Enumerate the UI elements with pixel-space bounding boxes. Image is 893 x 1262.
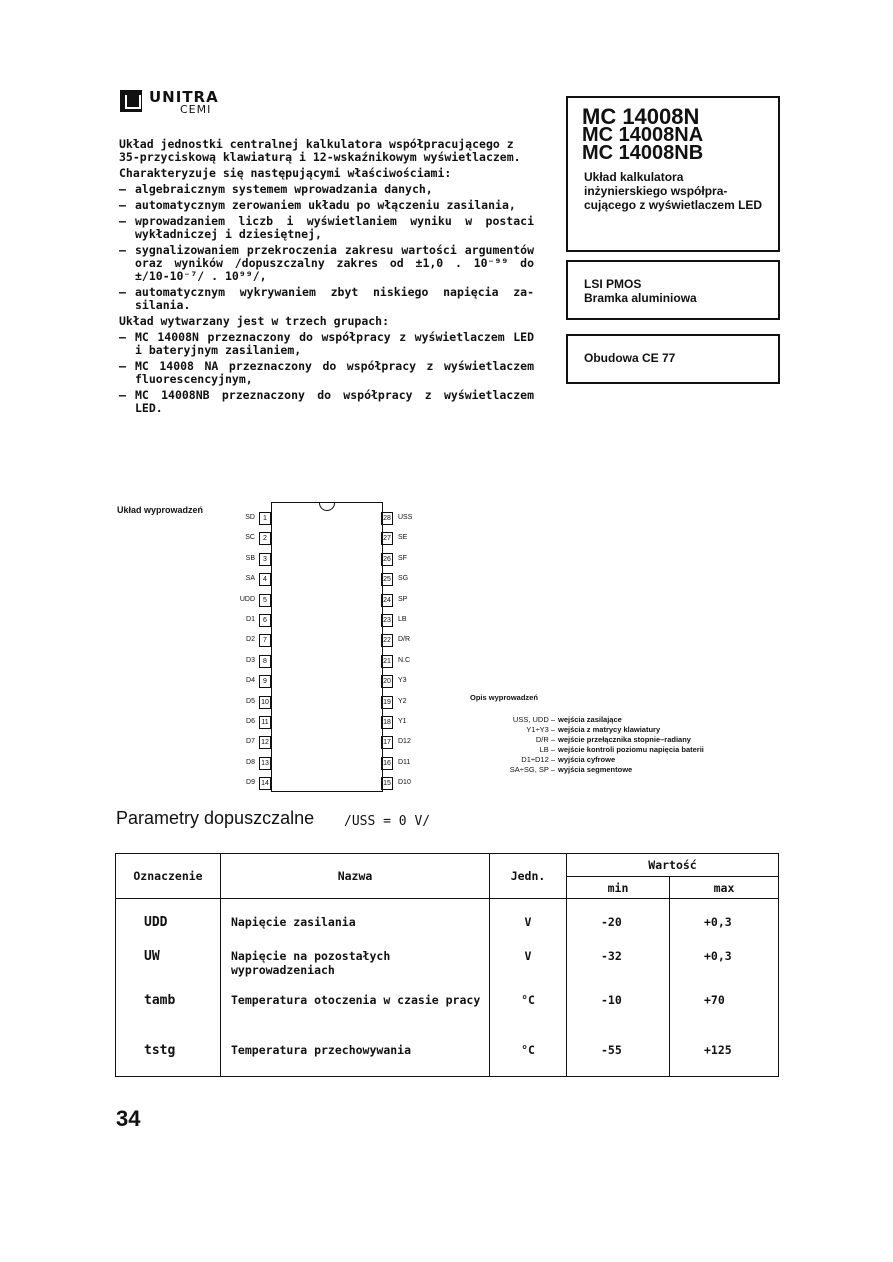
pin-label: D3 (246, 657, 255, 664)
pin-number: 23 (381, 614, 393, 627)
param-symbol: tamb (144, 993, 176, 1008)
param-name: Napięcie zasilania (231, 915, 356, 929)
param-max: +125 (704, 1043, 732, 1057)
pin-number: 2 (259, 532, 271, 545)
pin-desc-key: SA÷SG, SP – (509, 765, 555, 774)
pin-label: Y3 (398, 677, 407, 684)
param-unit: V (524, 915, 532, 929)
feature-item: – algebraicznym systemem wprowadzania danych, (119, 183, 534, 196)
params-condition: /USS = 0 V/ (344, 814, 431, 829)
feature-item: – sygnalizowaniem przekroczenia zakresu wartości argumentów oraz wyników /dopuszczalny zakres od ±1,0 . 10⁻⁹⁹ do ±/10-10⁻⁷/ . 10⁹⁹/, (119, 244, 534, 283)
param-symbol: UDD (144, 915, 168, 930)
feature-item: – automatycznym zerowaniem układu po włączeniu zasilania, (119, 199, 534, 212)
group-item: – MC 14008 NA przeznaczony do współpracy z wyświetlaczem fluorescencyjnym, (119, 360, 534, 386)
model-name: MC 14008NA (582, 124, 704, 146)
pin-label: SC (245, 534, 255, 541)
pin-number: 14 (259, 777, 271, 790)
unitra-logo-icon (120, 90, 142, 112)
page-number: 34 (116, 1106, 141, 1131)
param-unit: °C (521, 993, 535, 1007)
param-max: +0,3 (704, 949, 732, 963)
pin-number: 21 (381, 655, 393, 668)
pin-desc-key: LB – (539, 745, 555, 754)
param-symbol: tstg (144, 1043, 176, 1058)
tech-line: LSI PMOS (584, 277, 642, 291)
pin-label: USS (398, 514, 413, 521)
case-box (566, 334, 780, 384)
pin-number: 22 (381, 634, 393, 647)
pin-label: D11 (398, 759, 411, 766)
param-unit: V (524, 949, 532, 963)
pin-desc-key: USS, UDD – (512, 715, 555, 724)
pin-number: 4 (259, 573, 271, 586)
header-value: Wartość (567, 854, 779, 877)
pin-desc-value: wejścia zasilające (558, 715, 622, 724)
pin-label: D8 (246, 759, 255, 766)
param-min: -55 (601, 1043, 622, 1057)
pin-desc-value: wejście kontroli poziomu napięcia baterii (558, 745, 704, 754)
pin-label: Y2 (398, 698, 407, 705)
pin-number: 9 (259, 675, 271, 688)
intro-p2: Charakteryzuje się następującymi właściwościami: (119, 166, 452, 180)
pin-label: LB (398, 616, 407, 623)
param-unit: °C (521, 1043, 535, 1057)
feature-item: – automatycznym wykrywaniem zbyt niskiego napięcia zasilania. (119, 286, 534, 312)
group-list (119, 331, 534, 415)
pin-number: 8 (259, 655, 271, 668)
param-name: Napięcie na pozostałych wyprowadzeniach (231, 949, 391, 977)
header-unit: Jedn. (490, 854, 567, 899)
param-min: -10 (601, 993, 622, 1007)
feature-item: – wprowadzaniem liczb i wyświetlaniem wyniku w postaci wykładniczej i dziesiętnej, (119, 215, 534, 241)
pin-label: SD (245, 514, 255, 521)
pin-number: 6 (259, 614, 271, 627)
pin-label: SA (245, 575, 255, 582)
model-box (566, 96, 780, 252)
pin-number: 13 (259, 757, 271, 770)
param-name: Temperatura przechowywania (231, 1043, 412, 1057)
header-name: Nazwa (221, 854, 490, 899)
tech-line: Bramka aluminiowa (584, 291, 697, 305)
param-max: +0,3 (704, 915, 732, 929)
model-name: MC 14008NB (582, 142, 704, 164)
header-max: max (670, 877, 779, 899)
pin-number: 19 (381, 696, 393, 709)
pin-number: 16 (381, 757, 393, 770)
logo-brand: UNITRA (149, 88, 219, 106)
pin-number: 18 (381, 716, 393, 729)
pin-label: SF (398, 555, 407, 562)
pin-description (470, 693, 704, 775)
logo-sub: CEMI (180, 103, 212, 116)
ic-package (271, 502, 383, 792)
pin-number: 7 (259, 634, 271, 647)
pin-number: 20 (381, 675, 393, 688)
pin-number: 11 (259, 716, 271, 729)
pin-label: D9 (246, 779, 255, 786)
pin-label: D/R (398, 636, 411, 643)
case-text: Obudowa CE 77 (584, 351, 676, 365)
pin-desc-value: wejścia z matrycy klawiatury (558, 725, 661, 734)
pin-label: SE (398, 534, 408, 541)
pin-number: 15 (381, 777, 393, 790)
pin-label: D5 (246, 698, 255, 705)
model-desc: Układ kalkulatora inżynierskiego współpracującego z wyświetlaczem LED (584, 170, 763, 212)
header-symbol: Oznaczenie (116, 854, 221, 899)
pin-desc-value: wyjścia segmentowe (558, 765, 633, 774)
intro-p1: Układ jednostki centralnej kalkulatora współpracującego z 35-przyciskową klawiaturą i 12-wskaźnikowym wyświetlaczem. (119, 137, 521, 164)
pin-number: 1 (259, 512, 271, 525)
pin-label: SG (398, 575, 409, 582)
intro-p3: Układ wytwarzany jest w trzech grupach: (119, 314, 390, 328)
feature-list (119, 183, 534, 312)
pin-desc-key: D1÷D12 – (521, 755, 555, 764)
pinout-title: Układ wyprowadzeń (117, 505, 204, 515)
unitra-logo (120, 88, 320, 118)
group-item: – MC 14008NB przeznaczony do współpracy z wyświetlaczem LED. (119, 389, 534, 415)
pin-label: SP (398, 596, 408, 603)
param-symbol: UW (144, 949, 160, 964)
param-min: -20 (601, 915, 622, 929)
pin-number: 24 (381, 594, 393, 607)
pin-desc-value: wejście przełącznika stopnie–radiany (558, 735, 691, 744)
pin-label: D1 (246, 616, 255, 623)
pin-number: 25 (381, 573, 393, 586)
params-title: Parametry dopuszczalne (116, 808, 315, 828)
param-name: Temperatura otoczenia w czasie pracy (231, 993, 481, 1007)
pin-number: 27 (381, 532, 393, 545)
pin-label: D12 (398, 738, 411, 745)
pin-number: 12 (259, 736, 271, 749)
pin-number: 26 (381, 553, 393, 566)
pin-label: D2 (246, 636, 255, 643)
tech-box (566, 260, 780, 320)
pin-number: 5 (259, 594, 271, 607)
model-name: MC 14008N (582, 104, 700, 129)
pin-number: 10 (259, 696, 271, 709)
pin-desc-key: D/R – (535, 735, 555, 744)
pin-number: 17 (381, 736, 393, 749)
pin-label: N.C (398, 657, 411, 664)
pin-label: Y1 (398, 718, 407, 725)
pin-desc-title: Opis wyprowadzeń (470, 693, 538, 702)
pin-label: D6 (246, 718, 255, 725)
header-min: min (567, 877, 670, 899)
intro-text (119, 138, 534, 418)
pin-number: 3 (259, 553, 271, 566)
pin-desc-key: Y1÷Y3 – (526, 725, 555, 734)
pin-label: SB (245, 555, 255, 562)
params-table (115, 853, 779, 1077)
pin-label: D7 (246, 738, 255, 745)
pin-number: 28 (381, 512, 393, 525)
pin-label: D4 (246, 677, 255, 684)
param-min: -32 (601, 949, 622, 963)
pin-desc-value: wyjścia cyfrowe (558, 755, 616, 764)
group-item: – MC 14008N przeznaczony do współpracy z wyświetlaczem LED i bateryjnym zasilaniem, (119, 331, 534, 357)
param-max: +70 (704, 993, 725, 1007)
pin-label: D10 (398, 779, 411, 786)
pin-label: UDD (239, 596, 255, 603)
